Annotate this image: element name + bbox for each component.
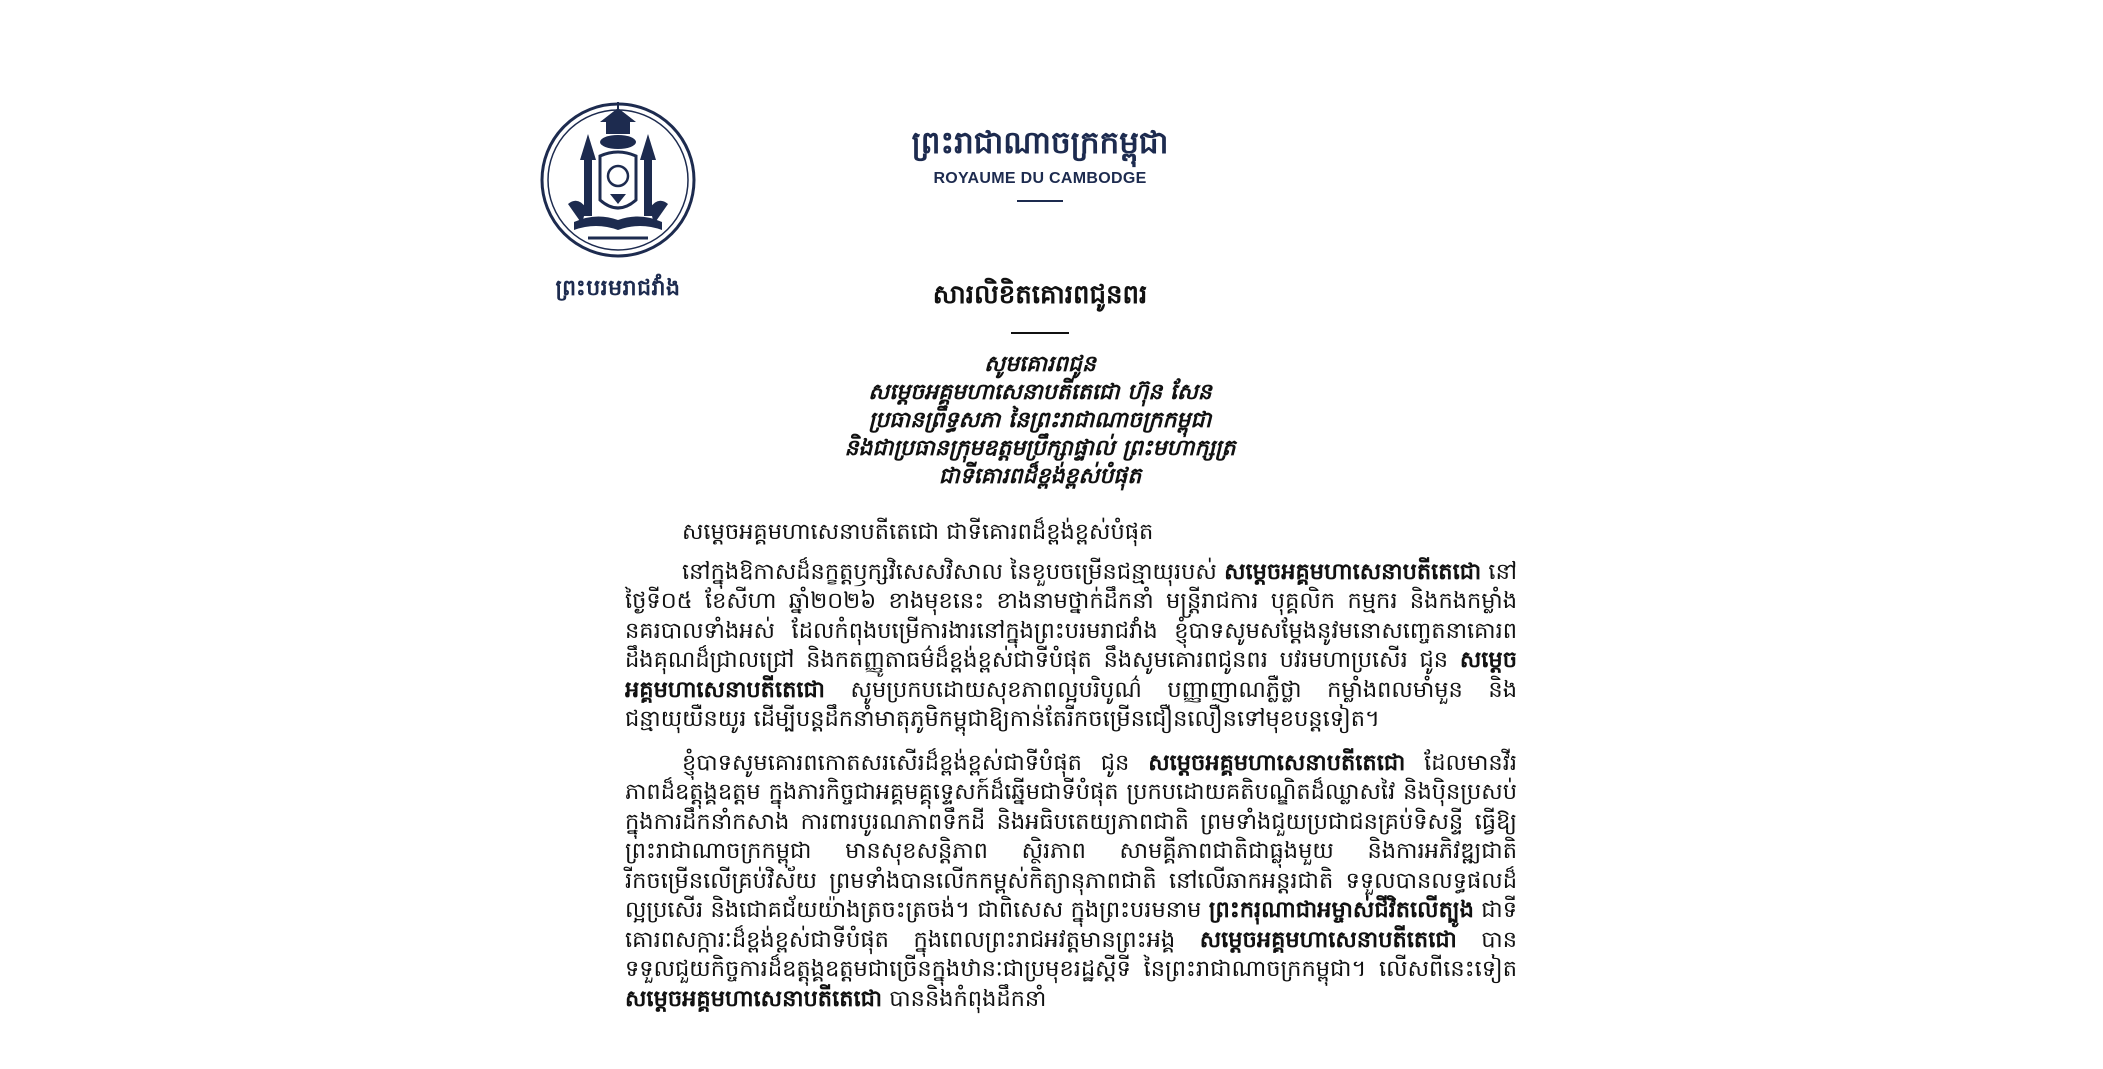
letterhead — [840, 125, 1240, 202]
paragraph-2 — [625, 749, 1517, 1015]
paragraph-2-text-a: ខ្ញុំបាទសូមគោរពកោតសរសើរដ៏ខ្ពង់ខ្ពស់ជាទីបំផុត ជូន — [682, 749, 1149, 776]
paragraph-1-honorific-1: សម្តេចអគ្គមហាសេនាបតីតេជោ — [1224, 558, 1482, 585]
paragraph-1-honorific-2: សម្តេចអគ្គមហាសេនាបតីតេជោ — [625, 647, 1517, 703]
paragraph-2-text-g: បានទទួលជួយកិច្ចការដ៏ឧត្តុង្គឧត្តមជាច្រើនក្នុងឋានៈជាប្រមុខរដ្ឋស្តីទី នៃព្រះរាជាណាចក្រកម្ពុជា។ លើសពីនេះទៀត — [625, 926, 1518, 982]
paragraph-1-text-a: នៅក្នុងឱកាសដ៏នក្ខត្តឫក្សវិសេសវិសាល នៃខួបចម្រើនជន្មាយុរបស់ — [682, 558, 1225, 585]
paragraph-2-text-i: បាននិងកំពុងដឹកនាំ — [882, 985, 1047, 1012]
document-title-block — [840, 278, 1240, 334]
header-divider — [1017, 200, 1063, 202]
document-title: សារលិខិតគោរពជូនពរ — [932, 280, 1148, 310]
royal-coat-of-arms-icon — [538, 100, 698, 260]
paragraph-2-text-c: ដែលមានវីរភាពដ៏ឧត្តុង្គឧត្តម ក្នុងភារកិច្ចជាអគ្គមគ្គុទ្ទេសក៍ដ៏ឆ្នើមជាទីបំផុត ប្រកបដោយគតិបណ្ឌិតដ៏ឈ្លាសវៃ និងប៉ិនប្រសប់ ក្នុងការដឹកនាំកសាង ការពារបូរណភាពទឹកដី និងអធិបតេយ្យភាពជាតិ ព្រមទាំងជួយប្រជាជនគ្រប់ទិសន្ទី ធ្វើឱ្យព្រះរាជាណាចក្រកម្ពុជា មានសុខសន្តិភាព ស្ថិរភាព សាមគ្គីភាពជាតិជាធ្លុងមួយ និងការអភិវឌ្ឍជាតិរីកចម្រើនលើគ្រប់វិស័យ ព្រមទាំងបានលើកកម្ពស់កិត្យានុភាពជាតិ នៅលើឆាកអន្តរជាតិ ទទួលបានលទ្ធផលដ៏ល្អប្រសើរ និងជោគជ័យយ៉ាងត្រចះត្រចង់។ ជាពិសេស ក្នុងព្រះបរមនាម — [625, 749, 1517, 923]
address-line-2: សម្តេចអគ្គមហាសេនាបតីតេជោ ហ៊ុន សែន — [868, 379, 1212, 405]
paragraph-2-honorific-2: សម្តេចអគ្គមហាសេនាបតីតេជោ — [1199, 926, 1457, 953]
paragraph-2-royal-title: ព្រះករុណាជាអម្ចាស់ជីវិតលើត្បូង — [1208, 897, 1474, 923]
royal-palace-seal-block — [528, 100, 708, 306]
address-line-1: សូមគោរពជូន — [984, 351, 1096, 377]
address-line-3: ប្រធានព្រឹទ្ធសភា នៃព្រះរាជាណាចក្រកម្ពុជា — [868, 407, 1212, 433]
paragraph-1-text-e: សូមប្រកបដោយសុខភាពល្អបរិបូណ៌ បញ្ញាញាណភ្លឺថ្លា កម្លាំងពលមាំមួន និងជន្មាយុយឺនយូរ ដើម្បីបន្តដឹកនាំមាតុភូមិកម្ពុជាឱ្យកាន់តែរីកចម្រើនជឿនលឿនទៅមុខបន្តទៀត។ — [625, 676, 1517, 732]
title-divider — [1011, 332, 1069, 334]
paragraph-2-honorific-1: សម្តេចអគ្គមហាសេនាបតីតេជោ — [1148, 749, 1406, 776]
address-line-4: និងជាប្រធានក្រុមឧត្តមប្រឹក្សាផ្ទាល់ ព្រះមហាក្សត្រ — [844, 435, 1236, 461]
salutation: សម្តេចអគ្គមហាសេនាបតីតេជោ ជាទីគោរពដ៏ខ្ពង់ខ្ពស់បំផុត — [682, 519, 1154, 545]
paragraph-1 — [625, 558, 1517, 735]
kingdom-name-french: ROYAUME DU CAMBODGE — [933, 170, 1147, 188]
address-block — [700, 350, 1380, 490]
paragraph-2-text-e: ជាទីគោរពសក្ការៈដ៏ខ្ពង់ខ្ពស់ជាទីបំផុត ក្នុងពេលព្រះរាជអវត្តមានព្រះអង្គ — [625, 897, 1517, 953]
kingdom-name-khmer: ព្រះរាជាណាចក្រកម្ពុជា — [911, 125, 1169, 161]
address-line-5: ជាទីគោរពដ៏ខ្ពង់ខ្ពស់បំផុត — [938, 463, 1142, 489]
letter-body — [625, 518, 1517, 1028]
paragraph-1-text-c: នៅថ្ងៃទី០៥ ខែសីហា ឆ្នាំ២០២៦ ខាងមុខនេះ ខាងនាមថ្នាក់ដឹកនាំ មន្ត្រីរាជការ បុគ្គលិក កម្មករ និងកងកម្លាំងនគរបាលទាំងអស់ ដែលកំពុងបម្រើការងារនៅក្នុងព្រះបរមរាជវាំង ខ្ញុំបាទសូមសម្តែងនូវមនោសញ្ចេតនាគោរពដឹងគុណដ៏ជ្រាលជ្រៅ និងកតញ្ញូតាធម៌ដ៏ខ្ពង់ខ្ពស់ជាទីបំផុត នឹងសូមគោរពជូនពរ បវរមហាប្រសើរ ជូន — [625, 558, 1517, 673]
royal-palace-caption: ព្រះបរមរាជវាំង — [555, 275, 681, 301]
paragraph-2-honorific-3: សម្តេចអគ្គមហាសេនាបតីតេជោ — [625, 985, 883, 1012]
